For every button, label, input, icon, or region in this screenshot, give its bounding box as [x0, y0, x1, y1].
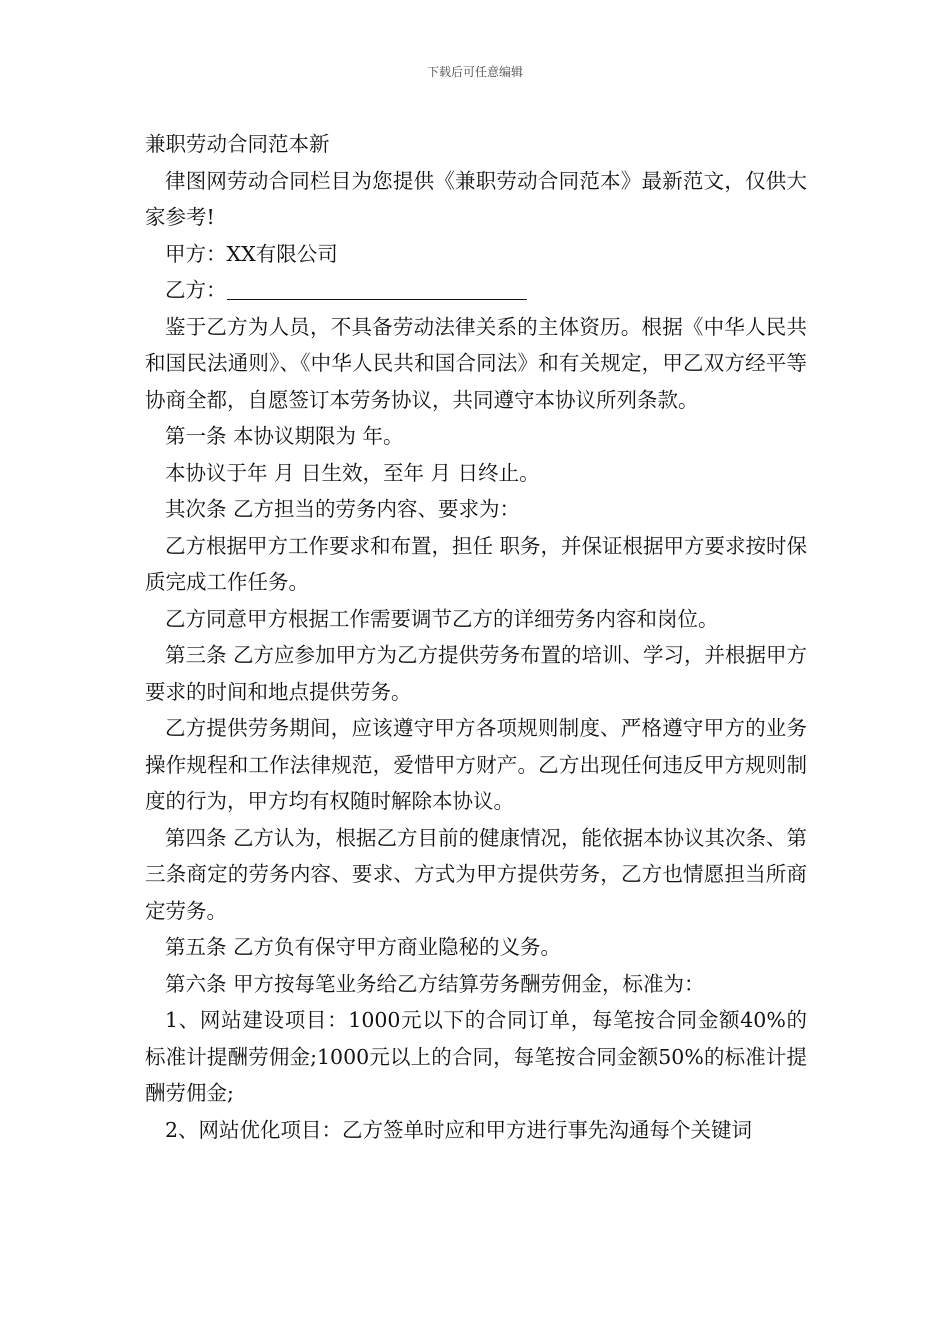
party-b-label: 乙方：: [165, 278, 227, 302]
paragraph: 乙方根据甲方工作要求和布置，担任 职务，并保证根据甲方要求按时保质完成工作任务。: [145, 533, 808, 594]
paragraph: 1、网站建设项目：1000元以下的合同订单，每笔按合同金额40%的标准计提酬劳佣金;1000元以上的合同，每笔按合同金额50%的标准计提酬劳佣金;: [145, 1008, 807, 1105]
paragraph: 2、网站优化项目：乙方签单时应和甲方进行事先沟通每个关键词: [165, 1117, 753, 1142]
intro-paragraph: 律图网劳动合同栏目为您提供《兼职劳动合同范本》最新范文，仅供大家参考!: [145, 168, 807, 229]
page-header: 下载后可任意编辑: [426, 65, 523, 79]
document-title: 兼职劳动合同范本新: [145, 132, 330, 156]
party-b-blank-field: [227, 277, 527, 300]
paragraph: 第四条 乙方认为，根据乙方目前的健康情况，能依据本协议其次条、第三条商定的劳务内容、要求、方式为甲方提供劳务，乙方也情愿担当所商定劳务。: [145, 825, 808, 923]
paragraph: 鉴于乙方为人员，不具备劳动法律关系的主体资历。根据《中华人民共和国民法通则》、《中华人民共和国合同法》和有关规定，甲乙双方经平等协商全都，自愿签订本劳务协议，共同遵守本协议所列条款。: [145, 314, 807, 412]
paragraph: 乙方同意甲方根据工作需要调节乙方的详细劳务内容和岗位。: [165, 606, 719, 631]
paragraph: 第三条 乙方应参加甲方为乙方提供劳务布置的培训、学习，并根据甲方要求的时间和地点提供劳务。: [145, 643, 808, 704]
paragraph: 其次条 乙方担当的劳务内容、要求为：: [165, 497, 521, 521]
paragraph: 第六条 甲方按每笔业务给乙方结算劳务酬劳佣金，标准为：: [165, 971, 705, 996]
party-a-line: 甲方：XX有限公司: [165, 241, 338, 266]
party-b-line: [145, 272, 807, 309]
paragraph: 本协议于年 月 日生效，至年 月 日终止。: [165, 460, 540, 485]
document-body: [145, 126, 807, 1148]
paragraph: 第一条 本协议期限为 年。: [165, 424, 404, 448]
paragraph: 第五条 乙方负有保守甲方商业隐秘的义务。: [165, 935, 562, 959]
paragraph: 乙方提供劳务期间，应该遵守甲方各项规则制度、严格遵守甲方的业务操作规程和工作法律规范，爱惜甲方财产。乙方出现任何违反甲方规则制度的行为，甲方均有权随时解除本协议。: [145, 716, 807, 813]
